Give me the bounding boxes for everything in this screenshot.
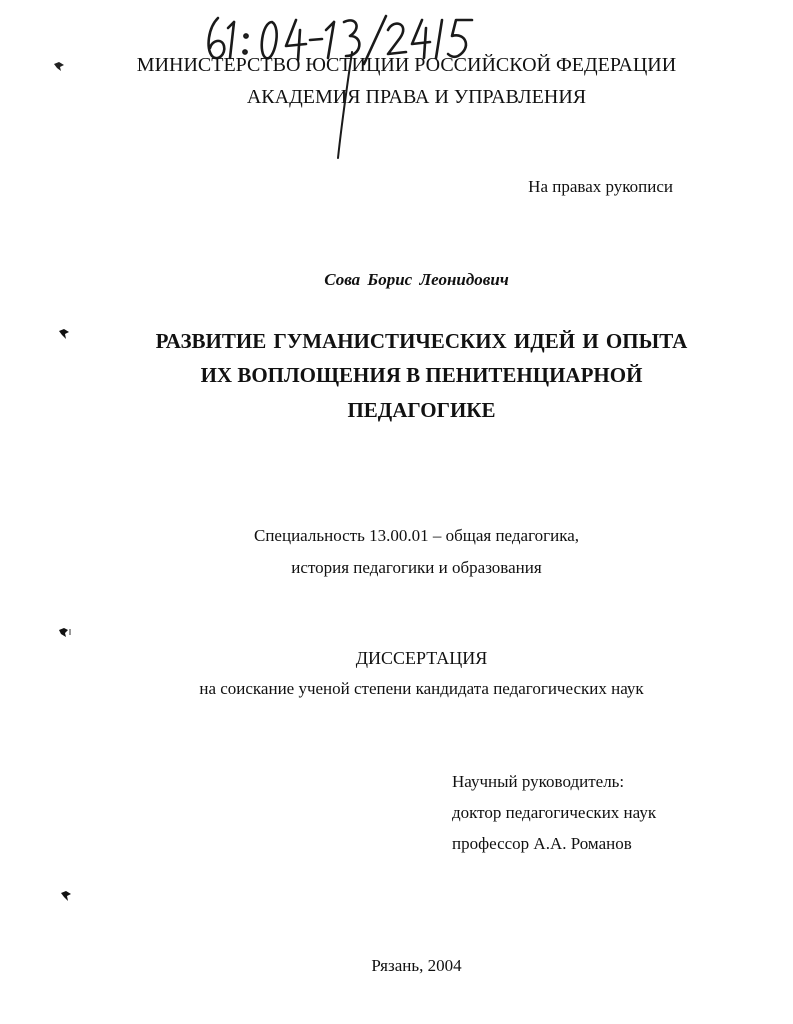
dissertation-title-line-3: ПЕДАГОГИКЕ — [347, 398, 496, 422]
scan-mark-icon — [58, 626, 72, 638]
dissertation-subtitle: на соискание ученой степени кандидата педагогических наук — [199, 679, 644, 698]
specialty-line-2: история педагогики и образования — [291, 558, 542, 577]
supervisor-name: профессор А.А. Романов — [452, 834, 632, 853]
dissertation-label: ДИССЕРТАЦИЯ — [355, 648, 488, 668]
dissertation-title-line-1: РАЗВИТИЕ ГУМАНИСТИЧЕСКИХ ИДЕЙ И ОПЫТА — [155, 329, 688, 353]
manuscript-rights-note: На правах рукописи — [528, 177, 673, 196]
academy-heading: АКАДЕМИЯ ПРАВА И УПРАВЛЕНИЯ — [246, 86, 587, 108]
pen-stroke-icon — [334, 50, 356, 160]
scan-mark-icon — [60, 890, 72, 902]
supervisor-heading: Научный руководитель: — [452, 772, 625, 791]
specialty-line-1: Специальность 13.00.01 – общая педагогика, — [254, 526, 579, 545]
author-name: Сова Борис Леонидович — [324, 270, 509, 289]
city-year: Рязань, 2004 — [371, 956, 462, 975]
dissertation-title-line-2: ИХ ВОПЛОЩЕНИЯ В ПЕНИТЕНЦИАРНОЙ — [200, 363, 643, 387]
supervisor-degree: доктор педагогических наук — [452, 803, 657, 822]
ministry-heading: МИНИСТЕРСТВО ЮСТИЦИИ РОССИЙСКОЙ ФЕДЕРАЦИИ — [136, 54, 677, 76]
